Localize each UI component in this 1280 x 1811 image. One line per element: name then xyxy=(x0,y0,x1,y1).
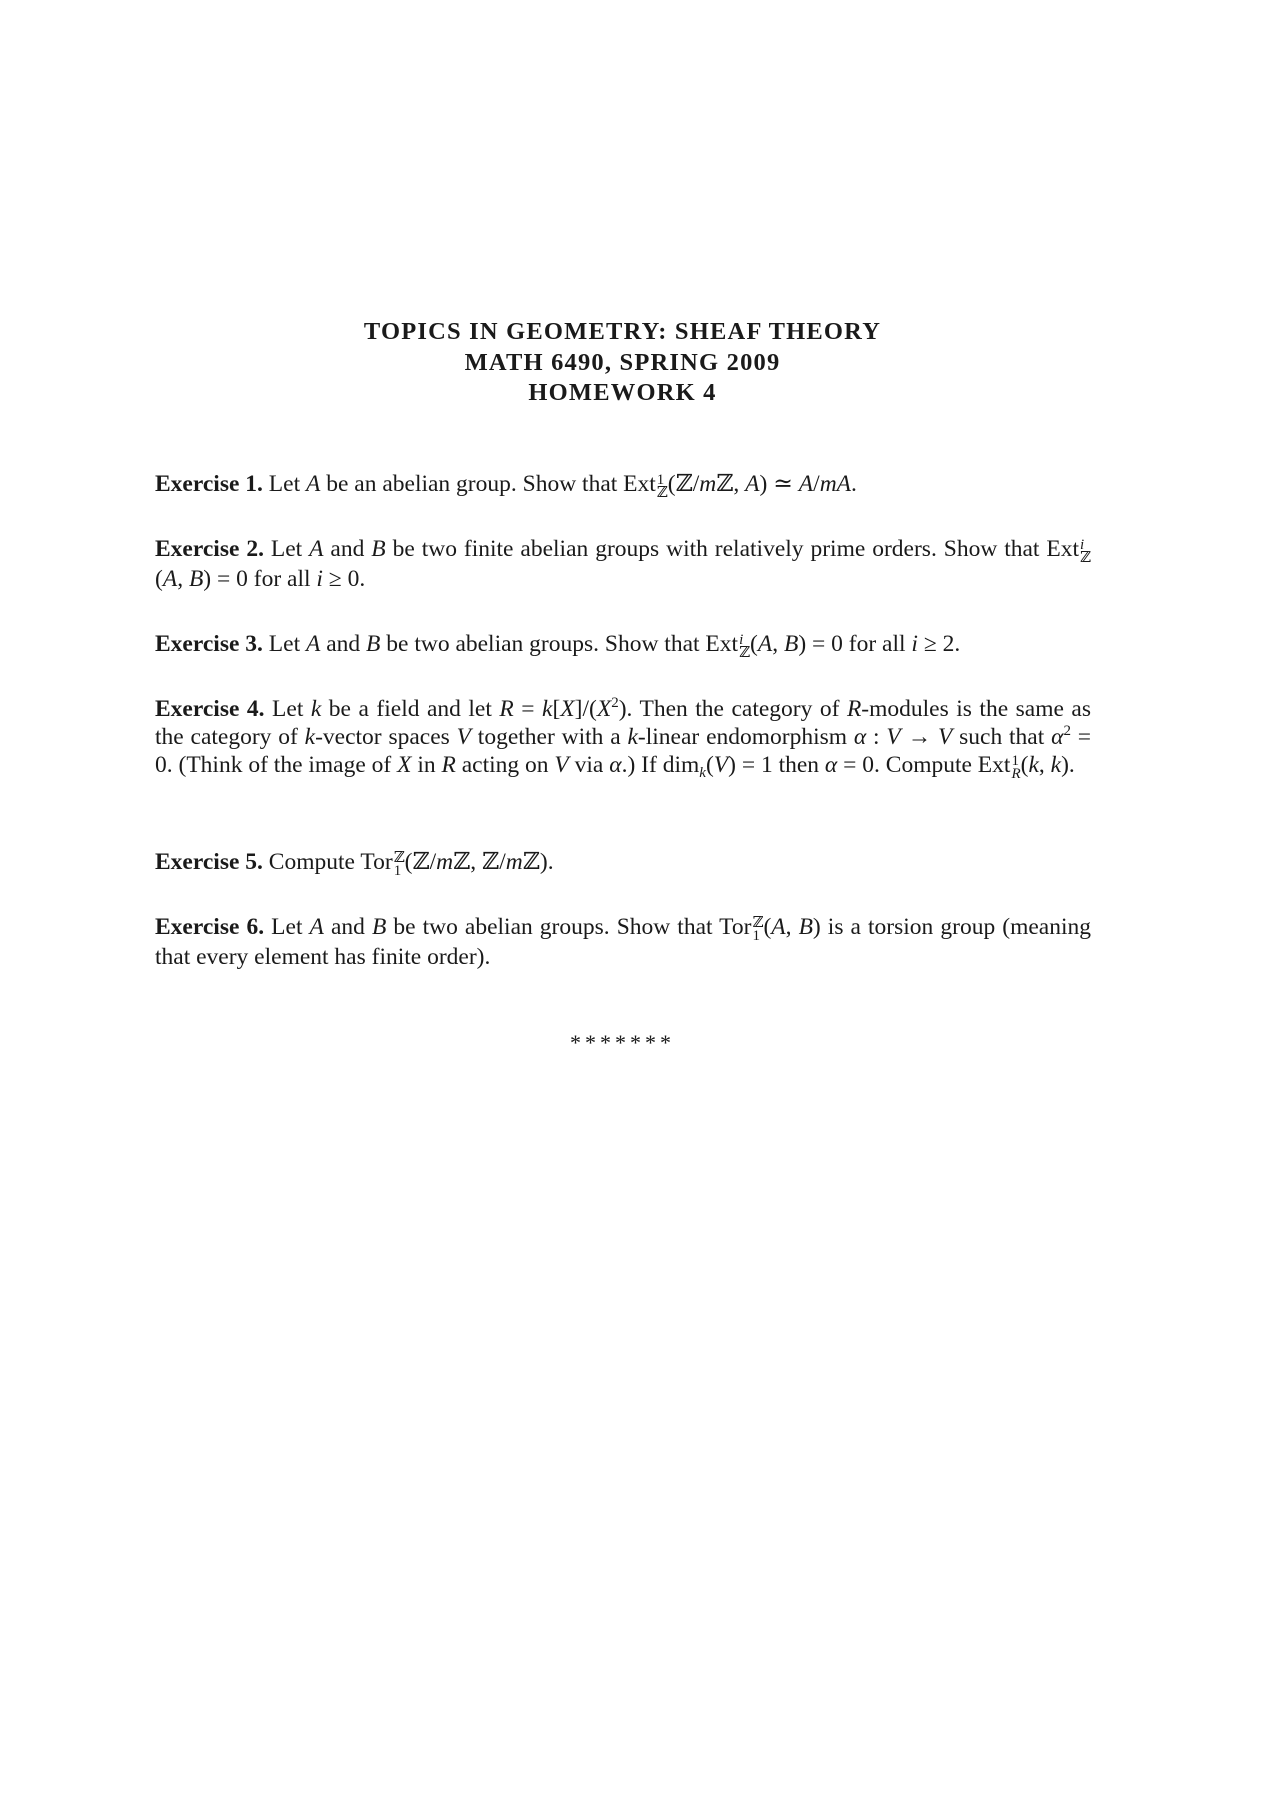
exercise-1-text: Let A be an abelian group. Show that Ext 1 ℤ (ℤ/mℤ, A) ≃ A/mA. xyxy=(268,471,857,501)
exercise-2-label: Exercise 2. xyxy=(155,536,264,562)
exercise-4-text: Let k be a field and let $R = k[X]/(X^2)$. Then the category of R-modules is the same as the category of k-vector spaces V together with a k-linear endomorphism α : V → V such that $\alpha^2 = 0$. (Think of the image of X in R acting on V via α.) If dim$_k$(V) = 1 then α = 0. Compute Ext 1 R (k, k). xyxy=(155,695,1092,782)
exercise-6 xyxy=(155,913,1091,971)
exercise-4 xyxy=(155,695,1091,781)
exercise-5-label: Exercise 5. xyxy=(155,849,263,875)
exercise-1 xyxy=(155,470,1091,500)
exercise-4-label: Exercise 4. xyxy=(155,696,265,722)
exercise-3 xyxy=(155,630,1091,660)
exercise-2 xyxy=(155,535,1091,593)
document-title xyxy=(0,317,1245,409)
course-title: TOPICS IN GEOMETRY: SHEAF THEORY xyxy=(363,318,882,345)
exercise-3-text: Let A and B be two abelian groups. Show that Ext i ℤ (A, B) = 0 for all i ≥ 2. xyxy=(268,631,961,661)
exercise-3-label: Exercise 3. xyxy=(155,631,263,657)
exercise-6-label: Exercise 6. xyxy=(155,914,265,940)
end-separator: ******* xyxy=(570,1030,675,1055)
exercise-5 xyxy=(155,848,1091,878)
exercise-6-text: Let A and B be two abelian groups. Show that Tor ℤ 1 (A, B) is a torsion group (meaning that every element has finite order). xyxy=(155,914,1091,970)
exercise-1-label: Exercise 1. xyxy=(155,471,263,497)
exercise-5-text: Compute Tor ℤ 1 (ℤ/mℤ, ℤ/mℤ). xyxy=(268,849,554,879)
homework-number: HOMEWORK 4 xyxy=(528,379,717,406)
course-info: MATH 6490, SPRING 2009 xyxy=(464,348,781,376)
exercise-2-text: Let A and B be two finite abelian groups with relatively prime orders. Show that Ext i ℤ (A, B) = 0 for all i ≥ 0. xyxy=(155,536,1091,592)
